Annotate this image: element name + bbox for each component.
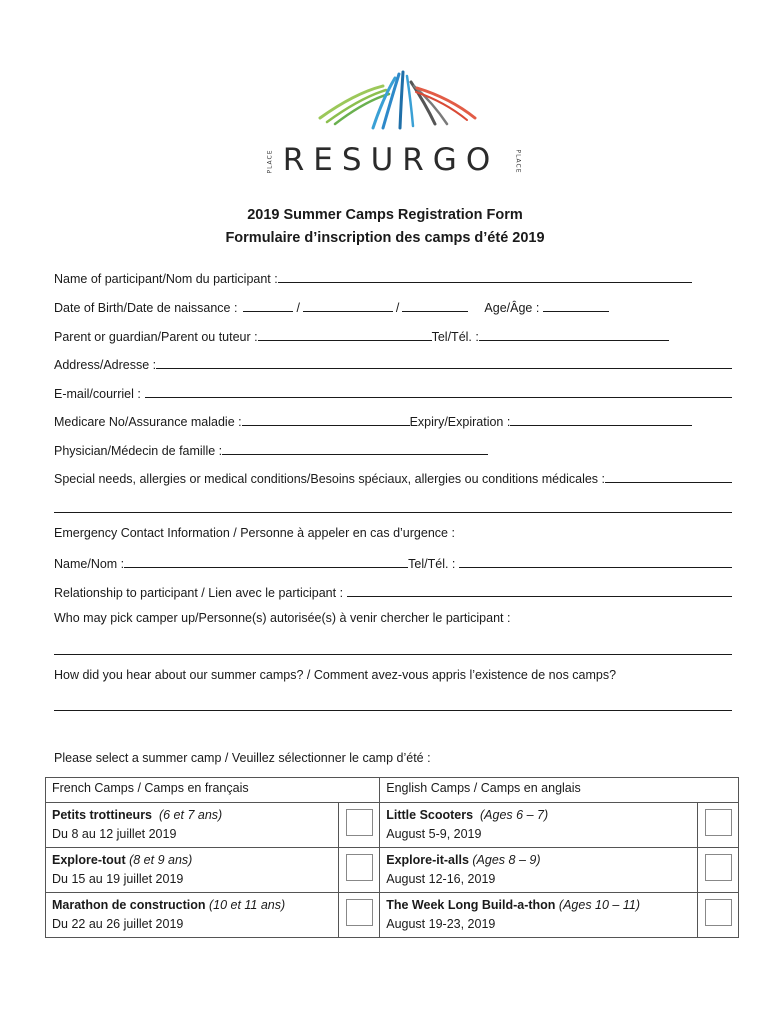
english-camp-name: Little Scooters bbox=[386, 808, 474, 822]
emergency-name-label: Name/Nom : bbox=[54, 557, 125, 571]
physician-field[interactable] bbox=[222, 440, 488, 455]
special-needs-extra-line[interactable] bbox=[54, 498, 732, 513]
french-camp-checkbox-cell bbox=[339, 893, 380, 938]
french-camp-cell bbox=[46, 803, 339, 848]
french-camp-ages: (10 et 11 ans) bbox=[208, 898, 286, 912]
english-camp-checkbox-cell bbox=[698, 848, 739, 893]
english-camp-ages: (Ages 8 – 9) bbox=[472, 853, 541, 867]
french-camp-dates: Du 8 au 12 juillet 2019 bbox=[52, 827, 177, 841]
emergency-name-field[interactable] bbox=[124, 553, 408, 568]
dob-label: Date of Birth/Date de naissance : bbox=[54, 301, 238, 315]
emergency-tel-field[interactable] bbox=[459, 553, 732, 568]
email-row bbox=[54, 381, 732, 401]
address-label: Address/Adresse : bbox=[54, 358, 157, 372]
english-camp-name: The Week Long Build-a-thon bbox=[386, 898, 556, 912]
form-title-english: 2019 Summer Camps Registration Form bbox=[247, 207, 523, 223]
french-camp-cell bbox=[46, 848, 339, 893]
table-row bbox=[46, 803, 739, 848]
french-camp-name: Petits trottineurs bbox=[52, 808, 153, 822]
age-field[interactable] bbox=[543, 297, 609, 312]
dob-year-field[interactable] bbox=[402, 297, 468, 312]
expiry-field[interactable] bbox=[510, 411, 692, 426]
english-camp-cell bbox=[380, 893, 698, 938]
email-field[interactable] bbox=[145, 383, 732, 398]
english-camp-ages: (Ages 6 – 7) bbox=[480, 808, 549, 822]
logo-side-text-right: PLACE bbox=[514, 149, 522, 174]
french-camp-name: Marathon de construction bbox=[52, 898, 206, 912]
french-camp-checkbox-cell bbox=[339, 848, 380, 893]
parent-row bbox=[54, 324, 732, 344]
camps-table-header bbox=[46, 778, 739, 803]
pickup-label: Who may pick camper up/Personne(s) autorisée(s) à venir chercher le participant : bbox=[54, 611, 511, 625]
physician-row bbox=[54, 438, 732, 458]
select-camp-label: Please select a summer camp / Veuillez sélectionner le camp d’été : bbox=[54, 751, 431, 765]
french-camp-cell bbox=[46, 893, 339, 938]
dob-month-field[interactable] bbox=[303, 297, 393, 312]
logo-wordmark: RESURGO bbox=[282, 142, 500, 178]
french-camp-ages: (8 et 9 ans) bbox=[129, 853, 193, 867]
french-camp-checkbox[interactable] bbox=[346, 809, 373, 836]
dob-day-field[interactable] bbox=[243, 297, 293, 312]
expiry-label: Expiry/Expiration : bbox=[409, 415, 511, 429]
email-label: E-mail/courriel : bbox=[54, 387, 141, 401]
english-camp-checkbox-cell bbox=[698, 893, 739, 938]
english-camp-dates: August 5-9, 2019 bbox=[386, 827, 482, 841]
parent-tel-label: Tel/Tél. : bbox=[431, 330, 479, 344]
french-camp-dates: Du 15 au 19 juillet 2019 bbox=[52, 872, 184, 886]
english-camp-name: Explore-it-alls bbox=[386, 853, 469, 867]
relationship-field[interactable] bbox=[347, 582, 732, 597]
table-row bbox=[46, 893, 739, 938]
dob-separator: / bbox=[296, 301, 300, 315]
address-row bbox=[54, 352, 732, 372]
english-camp-checkbox[interactable] bbox=[705, 809, 732, 836]
medicare-row bbox=[54, 409, 732, 429]
pickup-field[interactable] bbox=[54, 640, 732, 655]
english-camp-checkbox[interactable] bbox=[705, 854, 732, 881]
camps-table bbox=[45, 777, 739, 938]
english-camp-checkbox-cell bbox=[698, 803, 739, 848]
english-camp-checkbox[interactable] bbox=[705, 899, 732, 926]
participant-name-field[interactable] bbox=[278, 268, 692, 283]
participant-name-row bbox=[54, 266, 732, 286]
table-row bbox=[46, 848, 739, 893]
english-camp-dates: August 19-23, 2019 bbox=[386, 917, 496, 931]
french-camp-checkbox[interactable] bbox=[346, 854, 373, 881]
address-field[interactable] bbox=[156, 354, 732, 369]
logo-side-text-left: PLACE bbox=[266, 149, 274, 174]
hear-about-label: How did you hear about our summer camps? / Comment avez-vous appris l’existence de nos camps? bbox=[54, 668, 617, 682]
age-label: Age/Âge : bbox=[484, 301, 540, 315]
special-needs-field[interactable] bbox=[605, 468, 732, 483]
emergency-tel-label: Tel/Tél. : bbox=[408, 557, 456, 571]
dob-separator: / bbox=[395, 301, 400, 315]
english-camp-cell bbox=[380, 803, 698, 848]
medicare-field[interactable] bbox=[242, 411, 410, 426]
english-camp-ages: (Ages 10 – 11) bbox=[558, 898, 640, 912]
hear-about-field[interactable] bbox=[54, 696, 732, 711]
french-camps-header: French Camps / Camps en français bbox=[46, 778, 380, 803]
physician-label: Physician/Médecin de famille : bbox=[54, 444, 223, 458]
french-camp-checkbox-cell bbox=[339, 803, 380, 848]
english-camps-header: English Camps / Camps en anglais bbox=[380, 778, 739, 803]
french-camp-checkbox[interactable] bbox=[346, 899, 373, 926]
emergency-heading: Emergency Contact Information / Personne à appeler en cas d’urgence : bbox=[54, 526, 455, 540]
relationship-row bbox=[54, 580, 732, 600]
french-camp-dates: Du 22 au 26 juillet 2019 bbox=[52, 917, 184, 931]
special-needs-row bbox=[54, 466, 732, 486]
parent-label: Parent or guardian/Parent ou tuteur : bbox=[54, 330, 258, 344]
participant-name-label: Name of participant/Nom du participant : bbox=[54, 272, 278, 286]
relationship-label: Relationship to participant / Lien avec le participant : bbox=[54, 586, 344, 600]
parent-tel-field[interactable] bbox=[479, 326, 669, 341]
dob-row bbox=[54, 295, 732, 315]
english-camp-cell bbox=[380, 848, 698, 893]
medicare-label: Medicare No/Assurance maladie : bbox=[54, 415, 242, 429]
form-title-french: Formulaire d’inscription des camps d’été 2019 bbox=[225, 230, 545, 246]
special-needs-label: Special needs, allergies or medical conditions/Besoins spéciaux, allergies ou conditions médicales : bbox=[54, 472, 605, 486]
english-camp-dates: August 12-16, 2019 bbox=[386, 872, 496, 886]
emergency-name-row bbox=[54, 551, 732, 571]
french-camp-name: Explore-tout bbox=[52, 853, 126, 867]
french-camp-ages: (6 et 7 ans) bbox=[158, 808, 223, 822]
parent-field[interactable] bbox=[258, 326, 432, 341]
